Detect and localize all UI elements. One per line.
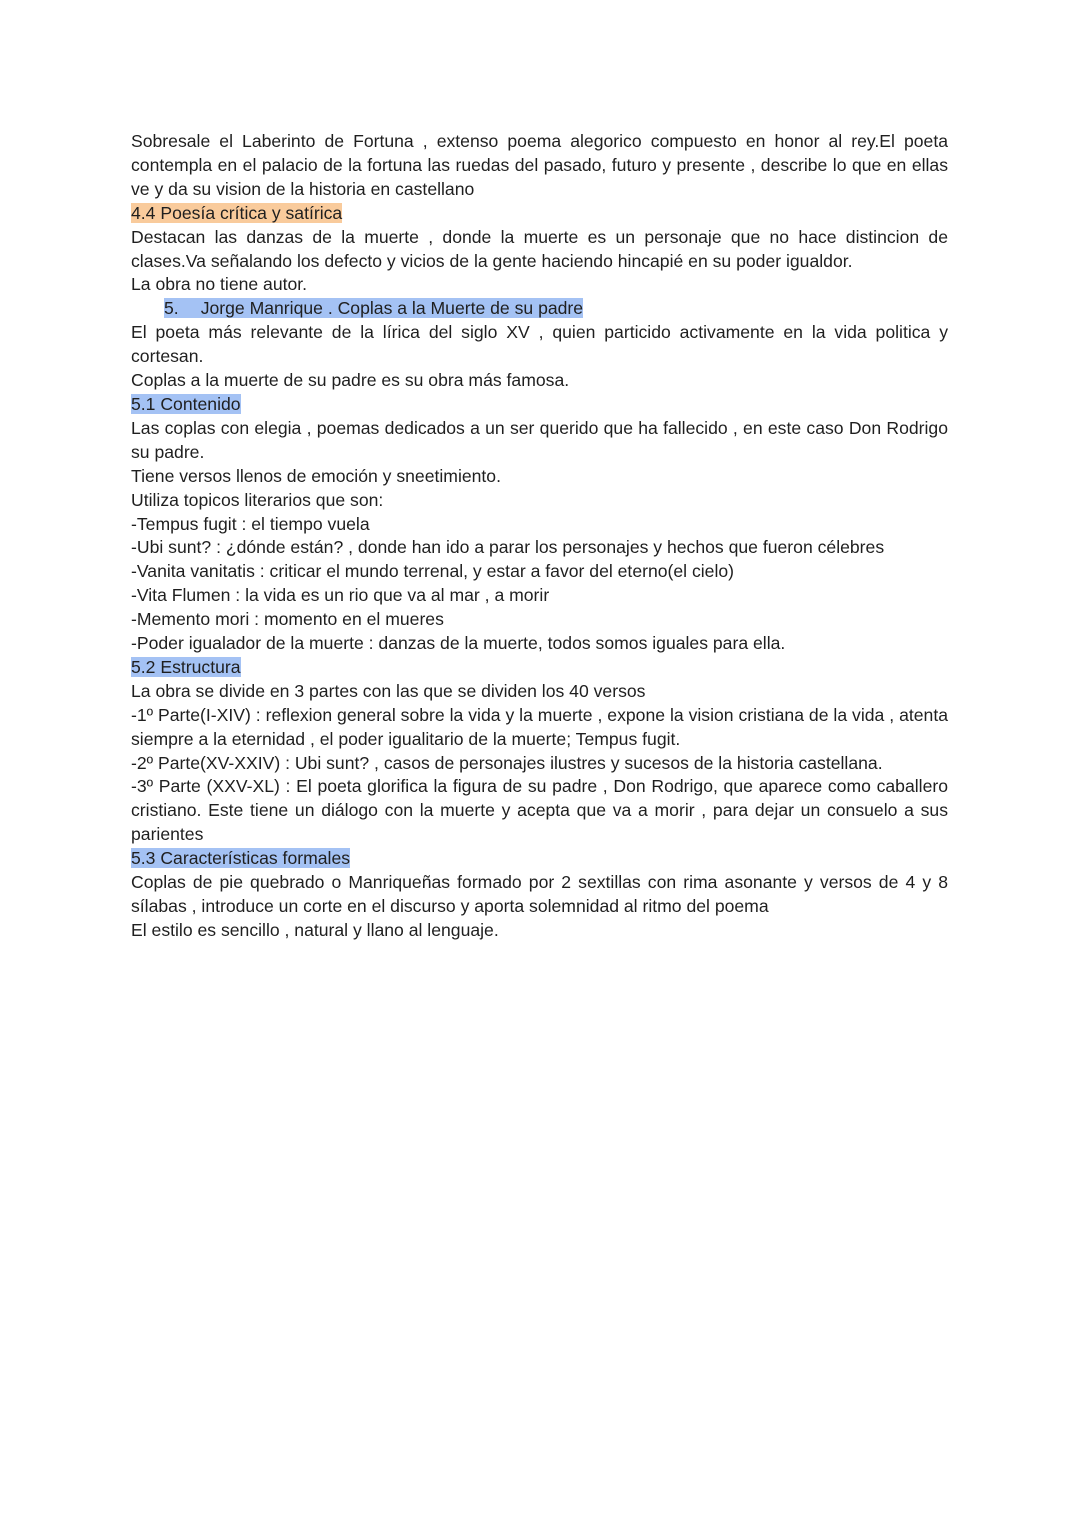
heading-4-4-text: 4.4 Poesía crítica y satírica bbox=[131, 202, 343, 223]
paragraph-versos: Tiene versos llenos de emoción y sneetimiento. bbox=[131, 465, 501, 486]
paragraph-poeta: El poeta más relevante de la lírica del siglo XV , quien particido activamente en la vida politica y cortesan. bbox=[131, 322, 948, 367]
paragraph-danzas: Destacan las danzas de la muerte , donde la muerte es un personaje que no hace distincion de clases.Va señalando los defecto y vicios de la gente haciendo hincapié en su poder igualdor. bbox=[131, 226, 948, 271]
heading-5 bbox=[131, 297, 948, 321]
list-item: -Poder igualador de la muerte : danzas de la muerte, todos somos iguales para ella. bbox=[131, 633, 786, 654]
paragraph-obra-famosa: Coplas a la muerte de su padre es su obra más famosa. bbox=[131, 370, 570, 391]
list-item: -Vanita vanitatis : criticar el mundo terrenal, y estar a favor del eterno(el cielo) bbox=[131, 561, 735, 582]
heading-5-3-text: 5.3 Características formales bbox=[131, 848, 351, 869]
heading-5-2 bbox=[131, 656, 948, 680]
heading-4-4 bbox=[131, 202, 948, 226]
heading-5-highlight bbox=[164, 298, 583, 318]
paragraph-coplas-pie-quebrado: Coplas de pie quebrado o Manriqueñas formado por 2 sextillas con rima asonante y versos de 4 y 8 sílabas , introduce un corte en el discurso y aporta solemnidad al ritmo del poema bbox=[131, 872, 948, 916]
paragraph-laberinto: Sobresale el Laberinto de Fortuna , extenso poema alegorico compuesto en honor al rey.El poeta contempla en el palacio de la fortuna las ruedas del pasado, futuro y presente , describe lo que en ellas ve y da su vision de la historia en castellano bbox=[131, 131, 948, 199]
heading-5-1 bbox=[131, 393, 948, 417]
paragraph-estilo: El estilo es sencillo , natural y llano al lenguaje. bbox=[131, 919, 499, 940]
list-item: -Vita Flumen : la vida es un rio que va al mar , a morir bbox=[131, 585, 550, 606]
heading-5-1-text: 5.1 Contenido bbox=[131, 393, 241, 414]
paragraph-elegia: Las coplas con elegia , poemas dedicados a un ser querido que ha fallecido , en este caso Don Rodrigo su padre. bbox=[131, 417, 948, 462]
document-page bbox=[131, 130, 948, 943]
paragraph-division: La obra se divide en 3 partes con las que se dividen los 40 versos bbox=[131, 680, 646, 701]
heading-5-2-text: 5.2 Estructura bbox=[131, 656, 241, 677]
paragraph-parte-3: -3º Parte (XXV-XL) : El poeta glorifica la figura de su padre , Don Rodrigo, que aparece como caballero cristiano. Este tiene un diálogo con la muerte y acepta que va a morir , para dejar un consuelo a sus parientes bbox=[131, 776, 948, 845]
heading-5-number: 5. bbox=[164, 298, 179, 319]
list-item: -Memento mori : momento en el mueres bbox=[131, 609, 444, 630]
paragraph-sin-autor: La obra no tiene autor. bbox=[131, 274, 308, 295]
paragraph-parte-1: -1º Parte(I-XIV) : reflexion general sobre la vida y la muerte , expone la vision cristiana de la vida , atenta siempre a la eternidad , el poder igualitario de la muerte; Tempus fugit. bbox=[131, 704, 948, 749]
heading-5-text: Jorge Manrique . Coplas a la Muerte de su padre bbox=[200, 298, 584, 319]
list-item: -Tempus fugit : el tiempo vuela bbox=[131, 513, 370, 534]
paragraph-parte-2: -2º Parte(XV-XXIV) : Ubi sunt? , casos de personajes ilustres y sucesos de la historia castellana. bbox=[131, 752, 883, 773]
paragraph-topicos-intro: Utiliza topicos literarios que son: bbox=[131, 489, 384, 510]
list-item: -Ubi sunt? : ¿dónde están? , donde han ido a parar los personajes y hechos que fueron célebres bbox=[131, 537, 885, 558]
heading-5-3 bbox=[131, 847, 948, 871]
